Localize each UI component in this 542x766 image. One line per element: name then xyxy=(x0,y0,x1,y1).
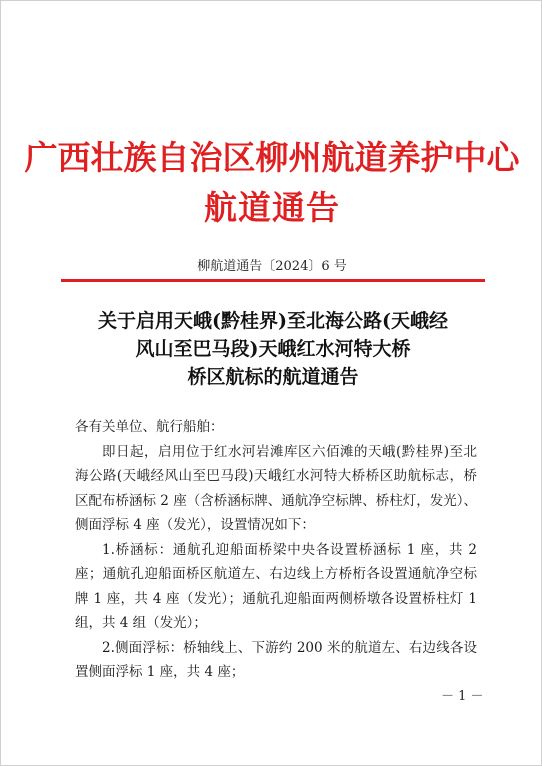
notice-body xyxy=(75,415,477,685)
page-number: － 1 － xyxy=(441,689,484,704)
body-paragraph-1: 即日起，启用位于红水河岩滩库区六佰滩的天峨(黔桂界)至北海公路(天峨经风山至巴马段)天峨红水河特大桥桥区助航标志，桥区配布桥涵标 2 座（含桥涵标牌、通航净空标牌、桥柱灯，发光）、侧面浮标 4 座（发光），设置情况如下： xyxy=(75,443,477,533)
subject-line-1: 关于启用天峨(黔桂界)至北海公路(天峨经 xyxy=(98,310,448,332)
document-number: 柳航道通告〔2024〕6 号 xyxy=(197,259,347,274)
subject-line-3: 桥区航标的航道通告 xyxy=(187,366,359,388)
issuing-organization: 广西壮族自治区柳州航道养护中心 xyxy=(24,138,520,177)
body-paragraph-3: 2.侧面浮标：桥轴线上、下游约 200 米的航道左、右边线各设置侧面浮标 1 座，共 4 座； xyxy=(75,639,477,680)
salutation: 各有关单位、航行船舶： xyxy=(75,419,224,435)
notice-subject xyxy=(61,307,485,391)
red-divider-line xyxy=(61,279,485,282)
document-type-title: 航道通告 xyxy=(204,188,340,227)
subject-line-2: 风山至巴马段)天峨红水河特大桥 xyxy=(135,338,411,360)
body-paragraph-2: 1.桥涵标：通航孔迎船面桥梁中央各设置桥涵标 1 座，共 2 座；通航孔迎船面桥区航道左、右边线上方桥桁各设置通航净空标牌 1 座，共 4 座（发光）；通航孔迎船面两侧桥墩各设置桥柱灯 1 组，共 4 组（发光）； xyxy=(75,541,477,631)
